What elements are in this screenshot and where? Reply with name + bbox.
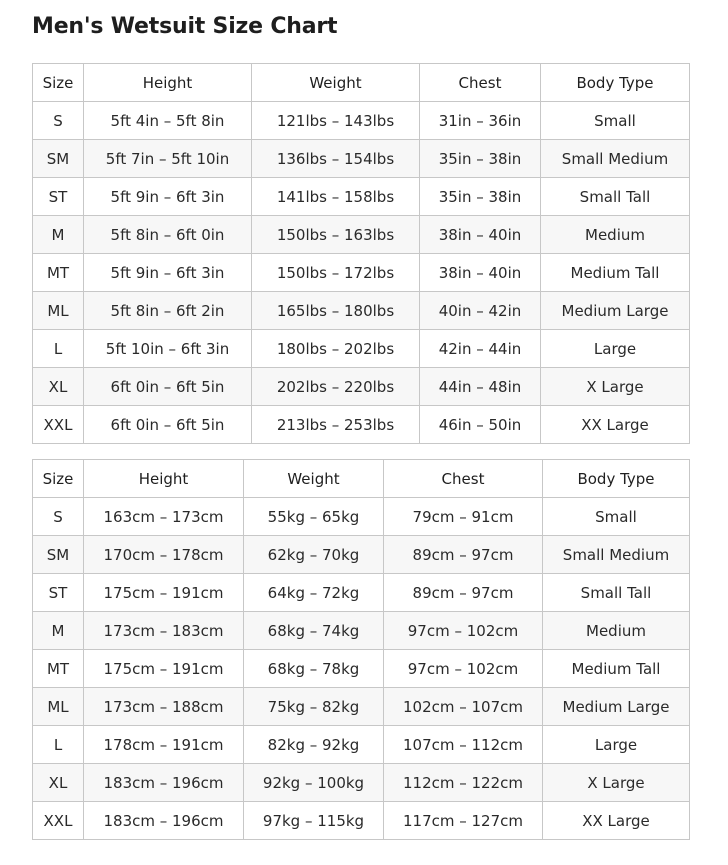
weight-cell: 55kg – 65kg bbox=[244, 498, 384, 536]
weight-cell: 75kg – 82kg bbox=[244, 688, 384, 726]
body-type-cell: XX Large bbox=[541, 406, 690, 444]
column-header-body-type: Body Type bbox=[541, 64, 690, 102]
weight-cell: 141lbs – 158lbs bbox=[252, 178, 420, 216]
size-cell: SM bbox=[33, 536, 84, 574]
chest-cell: 44in – 48in bbox=[420, 368, 541, 406]
body-type-cell: Medium Tall bbox=[543, 650, 690, 688]
weight-cell: 68kg – 78kg bbox=[244, 650, 384, 688]
table-row bbox=[33, 102, 690, 140]
height-cell: 5ft 8in – 6ft 2in bbox=[84, 292, 252, 330]
weight-cell: 213lbs – 253lbs bbox=[252, 406, 420, 444]
column-header-size: Size bbox=[33, 64, 84, 102]
height-cell: 5ft 9in – 6ft 3in bbox=[84, 178, 252, 216]
table-row bbox=[33, 764, 690, 802]
weight-cell: 180lbs – 202lbs bbox=[252, 330, 420, 368]
size-cell: ML bbox=[33, 688, 84, 726]
height-cell: 163cm – 173cm bbox=[84, 498, 244, 536]
size-cell: S bbox=[33, 102, 84, 140]
body-type-cell: Small Medium bbox=[543, 536, 690, 574]
weight-cell: 150lbs – 163lbs bbox=[252, 216, 420, 254]
height-cell: 173cm – 183cm bbox=[84, 612, 244, 650]
height-cell: 5ft 7in – 5ft 10in bbox=[84, 140, 252, 178]
table-row bbox=[33, 726, 690, 764]
column-header-body-type: Body Type bbox=[543, 460, 690, 498]
chest-cell: 46in – 50in bbox=[420, 406, 541, 444]
chest-cell: 40in – 42in bbox=[420, 292, 541, 330]
size-cell: ST bbox=[33, 178, 84, 216]
table-row bbox=[33, 802, 690, 840]
body-type-cell: Small Medium bbox=[541, 140, 690, 178]
table-header-row bbox=[33, 64, 690, 102]
chest-cell: 89cm – 97cm bbox=[384, 536, 543, 574]
height-cell: 173cm – 188cm bbox=[84, 688, 244, 726]
column-header-height: Height bbox=[84, 64, 252, 102]
body-type-cell: X Large bbox=[543, 764, 690, 802]
height-cell: 5ft 10in – 6ft 3in bbox=[84, 330, 252, 368]
size-cell: SM bbox=[33, 140, 84, 178]
chest-cell: 31in – 36in bbox=[420, 102, 541, 140]
height-cell: 5ft 8in – 6ft 0in bbox=[84, 216, 252, 254]
column-header-chest: Chest bbox=[420, 64, 541, 102]
weight-cell: 68kg – 74kg bbox=[244, 612, 384, 650]
table-row bbox=[33, 574, 690, 612]
chest-cell: 97cm – 102cm bbox=[384, 650, 543, 688]
size-chart-table-metric bbox=[32, 459, 690, 840]
weight-cell: 121lbs – 143lbs bbox=[252, 102, 420, 140]
body-type-cell: X Large bbox=[541, 368, 690, 406]
weight-cell: 202lbs – 220lbs bbox=[252, 368, 420, 406]
table-row bbox=[33, 536, 690, 574]
height-cell: 175cm – 191cm bbox=[84, 650, 244, 688]
body-type-cell: Medium Large bbox=[541, 292, 690, 330]
height-cell: 5ft 4in – 5ft 8in bbox=[84, 102, 252, 140]
body-type-cell: Medium Large bbox=[543, 688, 690, 726]
size-chart-table-imperial bbox=[32, 63, 690, 444]
height-cell: 6ft 0in – 6ft 5in bbox=[84, 368, 252, 406]
size-cell: ST bbox=[33, 574, 84, 612]
body-type-cell: Medium Tall bbox=[541, 254, 690, 292]
body-type-cell: Small bbox=[541, 102, 690, 140]
weight-cell: 82kg – 92kg bbox=[244, 726, 384, 764]
table-row bbox=[33, 216, 690, 254]
table-row bbox=[33, 292, 690, 330]
size-cell: XXL bbox=[33, 406, 84, 444]
table-row bbox=[33, 650, 690, 688]
size-cell: MT bbox=[33, 650, 84, 688]
page-title: Men's Wetsuit Size Chart bbox=[32, 14, 338, 39]
height-cell: 5ft 9in – 6ft 3in bbox=[84, 254, 252, 292]
body-type-cell: Large bbox=[543, 726, 690, 764]
table-row bbox=[33, 612, 690, 650]
chest-cell: 35in – 38in bbox=[420, 178, 541, 216]
weight-cell: 92kg – 100kg bbox=[244, 764, 384, 802]
chest-cell: 38in – 40in bbox=[420, 216, 541, 254]
chest-cell: 38in – 40in bbox=[420, 254, 541, 292]
table-row bbox=[33, 368, 690, 406]
size-cell: M bbox=[33, 612, 84, 650]
size-cell: ML bbox=[33, 292, 84, 330]
chest-cell: 112cm – 122cm bbox=[384, 764, 543, 802]
size-cell: S bbox=[33, 498, 84, 536]
table-row bbox=[33, 178, 690, 216]
body-type-cell: XX Large bbox=[543, 802, 690, 840]
column-header-chest: Chest bbox=[384, 460, 543, 498]
chest-cell: 79cm – 91cm bbox=[384, 498, 543, 536]
size-cell: L bbox=[33, 330, 84, 368]
column-header-weight: Weight bbox=[244, 460, 384, 498]
table-row bbox=[33, 406, 690, 444]
table-row bbox=[33, 688, 690, 726]
body-type-cell: Medium bbox=[543, 612, 690, 650]
chest-cell: 107cm – 112cm bbox=[384, 726, 543, 764]
height-cell: 183cm – 196cm bbox=[84, 764, 244, 802]
body-type-cell: Small bbox=[543, 498, 690, 536]
chest-cell: 89cm – 97cm bbox=[384, 574, 543, 612]
table-row bbox=[33, 498, 690, 536]
body-type-cell: Medium bbox=[541, 216, 690, 254]
body-type-cell: Small Tall bbox=[541, 178, 690, 216]
weight-cell: 165lbs – 180lbs bbox=[252, 292, 420, 330]
table-row bbox=[33, 330, 690, 368]
size-cell: XXL bbox=[33, 802, 84, 840]
height-cell: 175cm – 191cm bbox=[84, 574, 244, 612]
height-cell: 183cm – 196cm bbox=[84, 802, 244, 840]
chest-cell: 35in – 38in bbox=[420, 140, 541, 178]
size-cell: MT bbox=[33, 254, 84, 292]
weight-cell: 136lbs – 154lbs bbox=[252, 140, 420, 178]
height-cell: 6ft 0in – 6ft 5in bbox=[84, 406, 252, 444]
table-row bbox=[33, 254, 690, 292]
body-type-cell: Large bbox=[541, 330, 690, 368]
weight-cell: 64kg – 72kg bbox=[244, 574, 384, 612]
weight-cell: 62kg – 70kg bbox=[244, 536, 384, 574]
column-header-size: Size bbox=[33, 460, 84, 498]
column-header-height: Height bbox=[84, 460, 244, 498]
chest-cell: 117cm – 127cm bbox=[384, 802, 543, 840]
size-cell: M bbox=[33, 216, 84, 254]
table-header-row bbox=[33, 460, 690, 498]
height-cell: 178cm – 191cm bbox=[84, 726, 244, 764]
size-cell: XL bbox=[33, 764, 84, 802]
chest-cell: 42in – 44in bbox=[420, 330, 541, 368]
height-cell: 170cm – 178cm bbox=[84, 536, 244, 574]
size-cell: XL bbox=[33, 368, 84, 406]
chest-cell: 102cm – 107cm bbox=[384, 688, 543, 726]
body-type-cell: Small Tall bbox=[543, 574, 690, 612]
chest-cell: 97cm – 102cm bbox=[384, 612, 543, 650]
table-row bbox=[33, 140, 690, 178]
weight-cell: 97kg – 115kg bbox=[244, 802, 384, 840]
weight-cell: 150lbs – 172lbs bbox=[252, 254, 420, 292]
size-cell: L bbox=[33, 726, 84, 764]
column-header-weight: Weight bbox=[252, 64, 420, 102]
